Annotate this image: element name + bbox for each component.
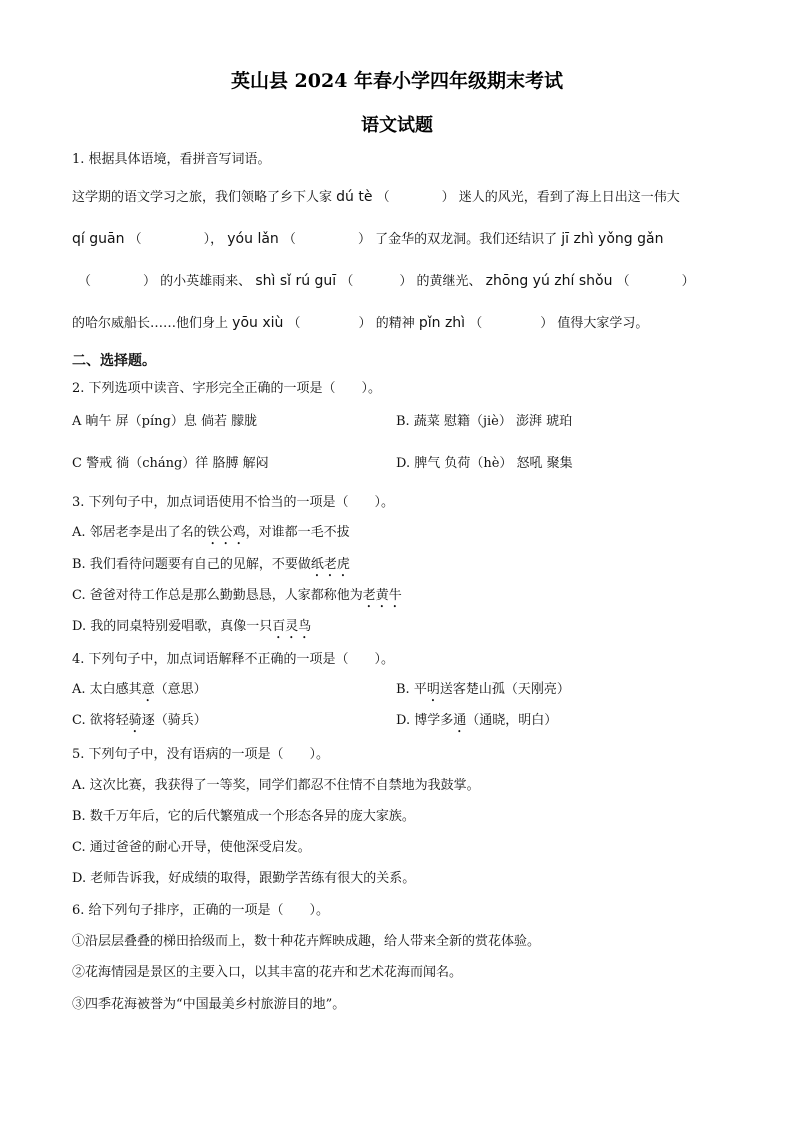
blank-close: ） (681, 274, 695, 289)
blank-close: ） (441, 190, 455, 205)
q1-pinyin: yóu lǎn (227, 231, 279, 247)
q1-text: 的小英雄雨来、 (160, 274, 252, 289)
q2-option-d[interactable]: D. 脾气 负荷（hè） 怒吼 聚集 (396, 456, 573, 471)
q2-option-a[interactable]: A 晌午 屏（píng）息 倘若 朦胧 (72, 414, 258, 429)
blank-open: （ (469, 316, 483, 331)
q5-option-b[interactable]: B. 数千万年后，它的后代繁殖成一个形态各异的庞大家族。 (72, 809, 415, 824)
q3-option-a[interactable] (72, 524, 732, 548)
q3-option-b[interactable] (72, 556, 732, 580)
q1-text: 的哈尔威船长……他们身上 (72, 316, 229, 331)
q1-text: 了金华的双龙洞。我们还结识了 (375, 232, 558, 247)
blank-close: ） (357, 232, 371, 247)
blank-open: （ (282, 232, 296, 247)
exam-title: 英山县 2024 年春小学四年级期末考试 (230, 70, 564, 92)
blank-close: ） (358, 316, 372, 331)
q1-text: 值得大家学习。 (557, 316, 649, 331)
q1-pinyin: yōu xiù (232, 315, 284, 331)
option-text: 送客楚山孤（天刚亮） (439, 682, 570, 697)
q3-option-c[interactable] (72, 587, 732, 611)
q1-stem: 1. 根据具体语境，看拼音写词语。 (72, 152, 271, 167)
q1-pinyin: pǐn zhì (418, 315, 466, 331)
q1-line-3 (78, 272, 695, 291)
q4-option-b[interactable] (396, 681, 570, 705)
blank-close: ） (540, 316, 554, 331)
option-text: A. 太白感其 (72, 682, 142, 697)
q5-option-c[interactable]: C. 通过爸爸的耐心开导，使他深受启发。 (72, 840, 311, 855)
option-text: C. 欲将轻 (72, 713, 129, 728)
option-text: （意思） (154, 682, 207, 697)
q1-text: 迷人的风光，看到了海上日出这一伟大 (458, 190, 680, 205)
blank-open: （ (616, 274, 630, 289)
q3-option-d[interactable] (72, 618, 732, 642)
dotted-word: 意 (141, 682, 155, 697)
option-text: 逐（骑兵） (141, 713, 207, 728)
q6-sentence-1: ①沿层层叠叠的梯田拾级而上，数十种花卉辉映成趣，给人带来全新的赏花体验。 (72, 934, 541, 949)
q2-option-c[interactable]: C 警戒 徜（cháng）徉 胳膊 解闷 (72, 456, 269, 471)
q1-pinyin: jī zhì yǒng gǎn (561, 231, 664, 247)
blank-open: （ (376, 190, 390, 205)
option-text: D. 我的同桌特别爱唱歌，真像一只 (72, 619, 273, 634)
q4-stem: 4. 下列句子中，加点词语解释不正确的一项是（ ）。 (72, 652, 395, 667)
dotted-word: 骑 (128, 713, 142, 728)
dotted-word: 百灵鸟 (272, 619, 312, 634)
blank-open: （ (340, 274, 354, 289)
blank-close: ） (399, 274, 413, 289)
q1-text: 这学期的语文学习之旅，我们领略了乡下人家 (72, 190, 333, 205)
blank-open: （ (128, 232, 142, 247)
blank-open: （ (287, 316, 301, 331)
option-text: C. 爸爸对待工作总是那么勤勤恳恳，人家都称他为 (72, 588, 363, 603)
option-text: A. 邻居老李是出了名的 (72, 525, 207, 540)
q1-line-4 (72, 314, 648, 333)
option-text: B. 平 (396, 682, 427, 697)
dotted-word: 老黄牛 (362, 588, 402, 603)
dotted-word: 通 (453, 713, 467, 728)
q1-pinyin: qí guān (72, 231, 125, 247)
section-heading: 二、选择题。 (72, 353, 156, 369)
q2-stem: 2. 下列选项中读音、字形完全正确的一项是（ ）。 (72, 381, 382, 396)
q4-option-d[interactable] (396, 712, 557, 736)
q1-line-1 (72, 188, 680, 207)
q5-stem: 5. 下列句子中，没有语病的一项是（ ）。 (72, 747, 330, 762)
q1-text: 的黄继光、 (416, 274, 482, 289)
q6-stem: 6. 给下列句子排序，正确的一项是（ ）。 (72, 903, 330, 918)
blank-close: ） (203, 232, 211, 247)
option-text: ，对谁都一毛不拔 (245, 525, 350, 540)
blank-open: （ (78, 274, 92, 289)
q1-line-2: qí guān （ ）， yóu lǎn （ ） 了金华的双龙洞。我们还结识了 jī zhì yǒng gǎn (72, 231, 664, 247)
q1-text: 的精神 (375, 316, 415, 331)
q5-option-a[interactable]: A. 这次比赛，我获得了一等奖，同学们都忍不住情不自禁地为我鼓掌。 (72, 778, 480, 793)
q3-stem: 3. 下列句子中，加点词语使用不恰当的一项是（ ）。 (72, 495, 395, 510)
q1-pinyin: shì sǐ rú guī (255, 273, 337, 289)
q6-sentence-2: ②花海情园是景区的主要入口，以其丰富的花卉和艺术花海而闻名。 (72, 965, 463, 980)
dotted-word: 纸老虎 (310, 557, 350, 572)
option-text: B. 我们看待问题要有自己的见解，不要做 (72, 557, 311, 572)
q6-sentence-3: ③四季花海被誉为“中国最美乡村旅游目的地”。 (72, 997, 346, 1012)
option-text: D. 博学多 (396, 713, 454, 728)
dotted-word: 铁公鸡 (206, 525, 246, 540)
dotted-word: 明 (426, 682, 440, 697)
blank-close: ） (143, 274, 157, 289)
q1-pinyin: dú tè (336, 189, 373, 205)
exam-subtitle: 语文试题 (361, 115, 433, 136)
option-text: （通晓，明白） (466, 713, 558, 728)
q2-option-b[interactable]: B. 蔬菜 慰籍（jiè） 澎湃 琥珀 (396, 414, 573, 429)
q5-option-d[interactable]: D. 老师告诉我，好成绩的取得，跟勤学苦练有很大的关系。 (72, 871, 416, 886)
q1-pinyin: zhōng yú zhí shǒu (485, 273, 613, 289)
